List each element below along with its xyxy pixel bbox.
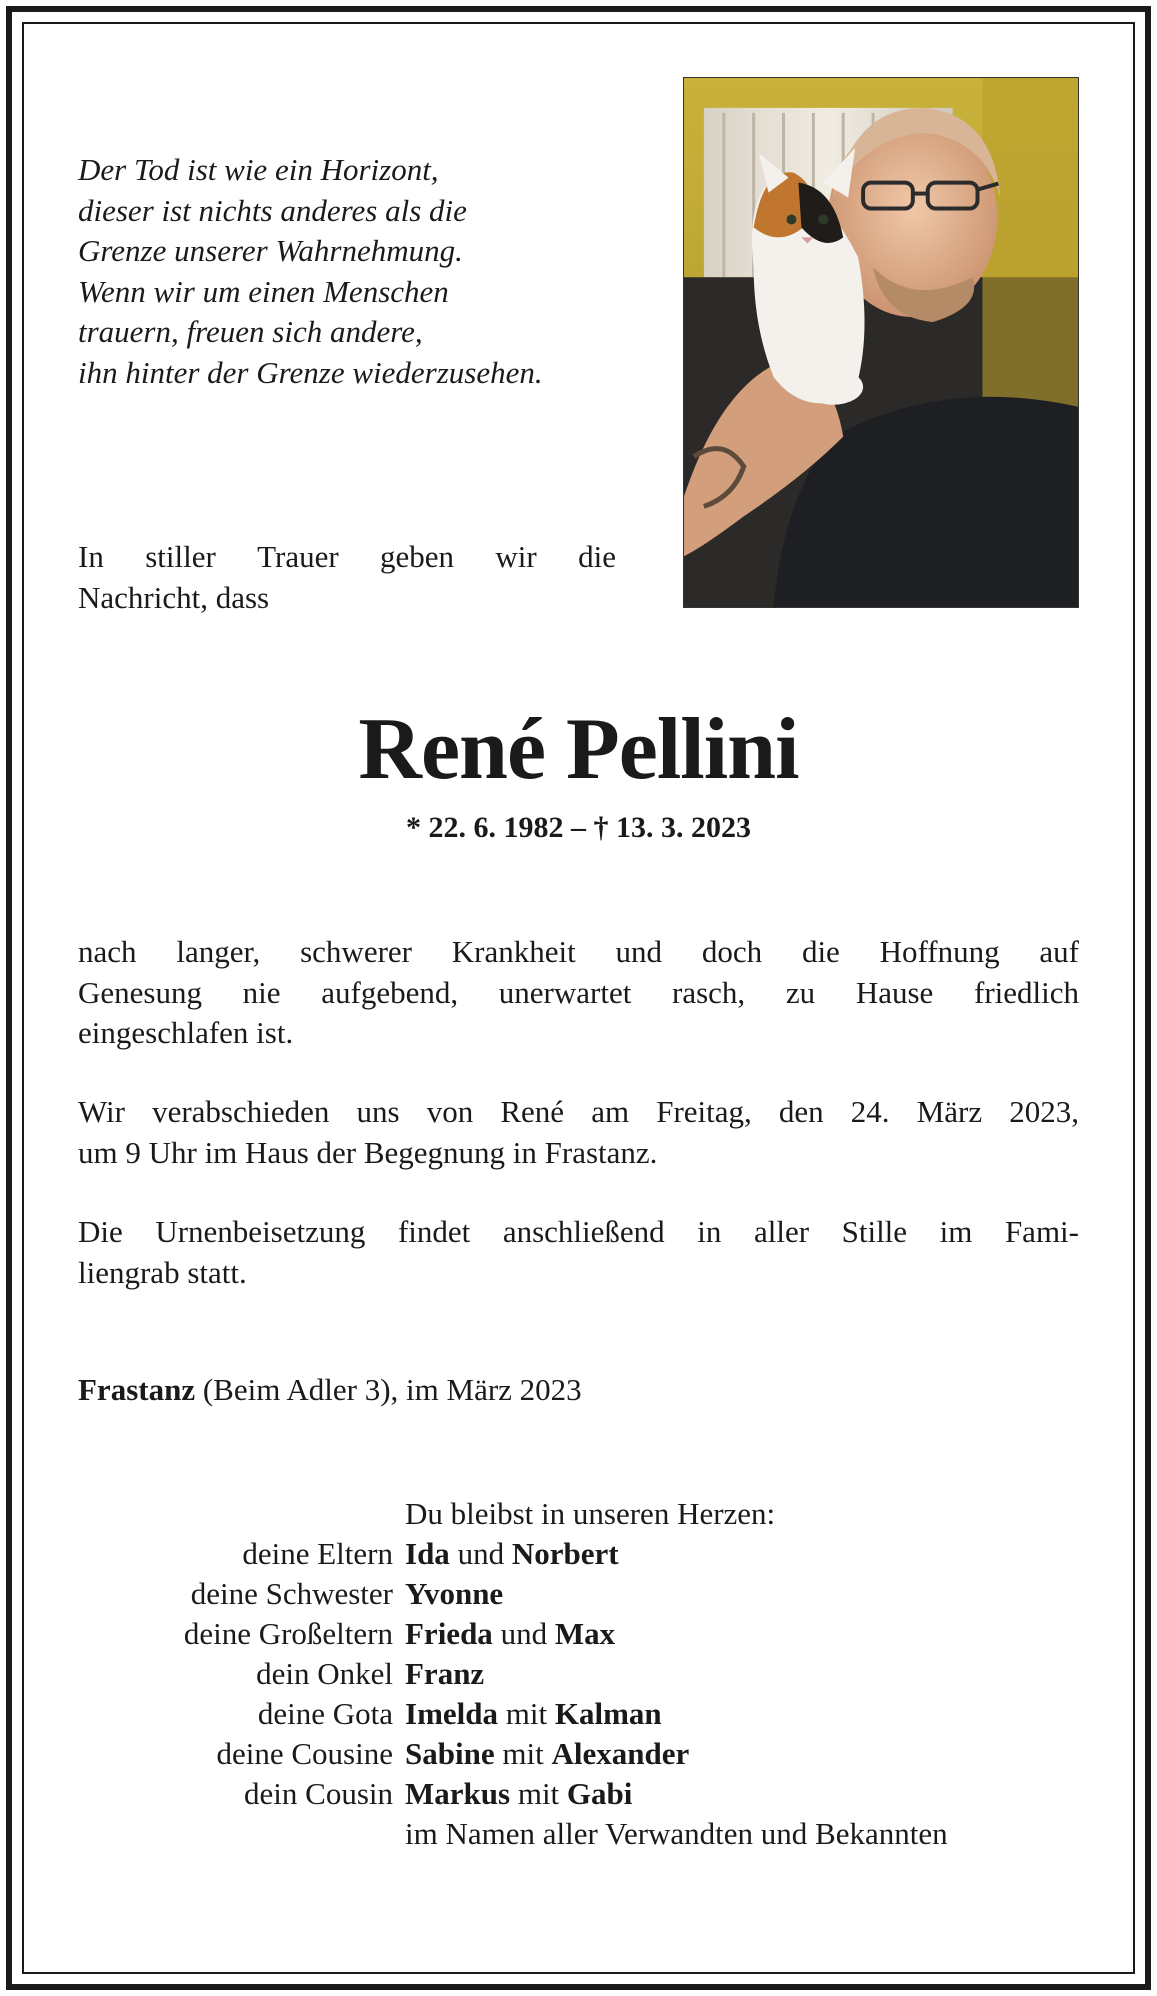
family-relation: deine Cousine	[216, 1736, 393, 1771]
motto-line: ihn hinter der Grenze wiederzusehen.	[78, 354, 543, 390]
intro-line-1	[78, 536, 616, 577]
family-row	[78, 1574, 1079, 1614]
paragraph-line: liengrab statt.	[78, 1254, 247, 1290]
family-name: Max	[554, 1616, 616, 1651]
family-joiner: mit	[498, 1696, 555, 1731]
family-relation: dein Cousin	[244, 1776, 393, 1811]
family-row	[78, 1534, 1079, 1574]
paragraph-illness	[78, 932, 1079, 1054]
family-name: Markus	[405, 1776, 511, 1811]
intro-word: stiller	[145, 539, 216, 574]
intro-line-2: Nachricht, dass	[78, 580, 270, 615]
paragraph-burial	[78, 1212, 1079, 1293]
family-relation: deine Eltern	[242, 1536, 393, 1571]
paragraph-line: Die Urnenbeisetzung findet anschließend in aller Stille im Fami-	[78, 1214, 1079, 1249]
intro-text	[78, 536, 616, 618]
family-names	[405, 1654, 484, 1694]
family-row	[78, 1614, 1079, 1654]
family-row	[78, 1774, 1079, 1814]
family-joiner: mit	[510, 1776, 567, 1811]
paragraph-line: um 9 Uhr im Haus der Begegnung in Frastanz.	[78, 1134, 658, 1170]
family-name: Kalman	[554, 1696, 662, 1731]
family-name: Frieda	[405, 1616, 493, 1651]
motto-line: Der Tod ist wie ein Horizont,	[78, 152, 439, 187]
family-name: Ida	[405, 1536, 450, 1571]
family-names	[405, 1734, 689, 1774]
family-row	[78, 1734, 1079, 1774]
family-relation: dein Onkel	[256, 1656, 393, 1691]
intro-word: geben	[380, 539, 455, 574]
family-joiner: mit	[494, 1736, 552, 1771]
paragraph-line: Wir verabschieden uns von René am Freitag, den 24. März 2023,	[78, 1094, 1079, 1129]
family-joiner: und	[449, 1536, 512, 1571]
motto-line: trauern, freuen sich andere,	[78, 314, 423, 349]
paragraph-farewell	[78, 1092, 1079, 1173]
family-names	[405, 1574, 503, 1614]
paragraph-line: nach langer, schwerer Krankheit und doch die Hoffnung auf	[78, 934, 1079, 969]
family-name: Imelda	[405, 1696, 498, 1731]
family-relation: deine Gota	[257, 1696, 393, 1731]
place-and-date	[78, 1370, 582, 1410]
family-name: Gabi	[566, 1776, 633, 1811]
place-address-date: (Beim Adler 3), im März 2023	[195, 1372, 582, 1407]
family-relation: deine Großeltern	[183, 1616, 393, 1651]
family-name: Franz	[405, 1656, 485, 1691]
paragraph-line: eingeschlafen ist.	[78, 1015, 294, 1050]
intro-word: In	[78, 539, 104, 574]
family-names	[405, 1534, 619, 1574]
portrait-photo	[683, 77, 1079, 608]
family-name: Sabine	[405, 1736, 495, 1771]
family-name: Alexander	[551, 1736, 690, 1771]
place-town: Frastanz	[78, 1372, 196, 1407]
motto-line: Wenn wir um einen Menschen	[78, 273, 449, 309]
family-closing: im Namen aller Verwandten und Bekannten	[405, 1816, 948, 1851]
family-relation: deine Schwester	[190, 1576, 393, 1611]
family-name: Norbert	[511, 1536, 619, 1571]
family-names	[405, 1614, 615, 1654]
family-row	[78, 1654, 1079, 1694]
intro-word: Trauer	[257, 539, 339, 574]
life-dates: * 22. 6. 1982 – † 13. 3. 2023	[406, 811, 751, 844]
family-heading: Du bleibst in unseren Herzen:	[405, 1496, 776, 1531]
portrait-photo-icon	[684, 78, 1078, 607]
motto-verse	[78, 150, 678, 393]
family-names	[405, 1774, 632, 1814]
family-joiner: und	[492, 1616, 555, 1651]
family-names	[405, 1694, 662, 1734]
intro-word: die	[578, 539, 616, 574]
intro-word: wir	[495, 539, 537, 574]
deceased-name: René Pellini	[358, 701, 799, 798]
family-row	[78, 1694, 1079, 1734]
motto-line: dieser ist nichts anderes als die	[78, 192, 467, 228]
motto-line: Grenze unserer Wahrnehmung.	[78, 233, 463, 268]
family-name: Yvonne	[405, 1576, 504, 1611]
paragraph-line: Genesung nie aufgebend, unerwartet rasch, zu Hause friedlich	[78, 974, 1079, 1010]
